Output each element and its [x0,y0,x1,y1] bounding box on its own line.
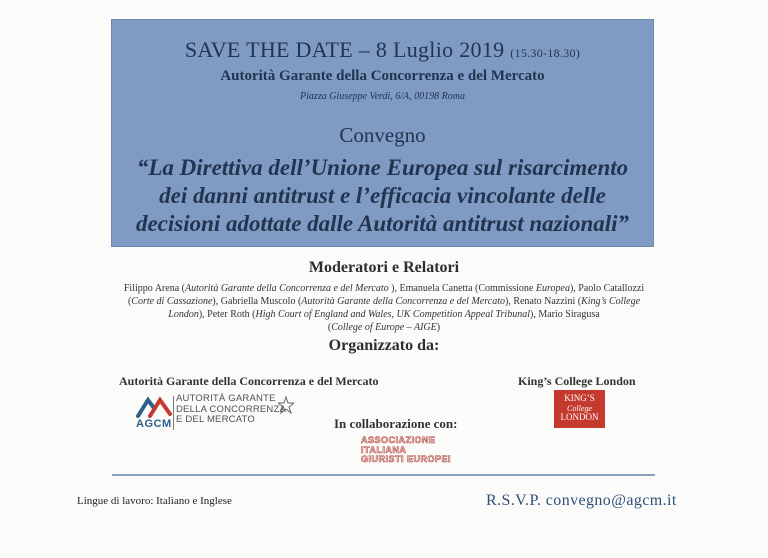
speaker-affiliation: High Court of England and Wales, UK Competition Appeal Tribunal [255,309,530,320]
header-banner [111,19,654,247]
speaker-name: Mario Siragusa [538,309,600,320]
agcm-logo-line: AUTORITÀ GARANTE [176,393,276,404]
speaker-name: Gabriella Muscolo [220,296,296,307]
republic-emblem-icon [278,396,294,414]
working-languages: Lingue di lavoro: Italiano e Inglese [77,495,232,507]
speaker-name: Peter Roth [207,309,250,320]
speaker-name: Filippo Arena [123,283,180,294]
save-the-date [112,37,653,63]
organizer-agcm-name: Autorità Garante della Concorrenza e del Mercato [119,374,379,388]
aigee-logo [361,436,451,465]
kings-logo-line: KING’S [564,393,595,403]
save-date-text: SAVE THE DATE – 8 Luglio 2019 [184,37,505,62]
speaker-affiliation-europea: Europea [535,283,570,294]
organizer-kings-name: King’s College London [518,374,636,388]
speaker-name: Emanuela Canetta [399,283,473,294]
collaboration-heading: In collaborazione con: [334,416,458,431]
kings-logo-line: LONDON [560,412,599,422]
speaker-name: Paolo Catallozzi [578,283,645,294]
title-line: decisioni adottate dalle Autorità antitrust nazionali” [135,211,630,236]
speaker-affiliation: Autorità Garante della Concorrenza e del Mercato [301,296,505,307]
event-time: (15.30-18.30) [510,46,581,60]
host-authority: Autorità Garante della Concorrenza e del Mercato [220,68,545,84]
speaker-name: Renato Nazzini [513,296,576,307]
title-line: “La Direttiva dell’Unione Europea sul risarcimento [136,155,629,180]
speakers-list: Filippo Arena (Autorità Garante della Concorrenza e del Mercato ), Emanuela Canetta (Commissione Europea), Paolo Catallozzi (Corte di Cassazione), Gabriella Muscolo (Autorità Garante della Concorrenza e del Mercato), Renato Nazzini (King’s College London), Peter Roth (High Court of England and Wales, UK Competition Appeal Tribunal), Mario Siragusa (College of Europe – AIGE) [123,283,645,333]
event-title [118,154,647,238]
agcm-mark-icon [136,394,172,420]
venue-address: Piazza Giuseppe Verdi, 6/A, 00198 Roma [300,91,465,102]
event-type: Convegno [339,123,426,147]
agcm-logo-line: E DEL MERCATO [176,414,255,425]
agcm-divider [173,396,174,430]
aigee-logo-line: GIURISTI EUROPEI [361,454,452,464]
speaker-affiliation: Corte di Cassazione [131,296,213,307]
agcm-logo [136,394,296,432]
agcm-logo-text [176,394,286,426]
kings-college-logo [554,390,605,428]
speakers-heading: Moderatori e Relatori [308,259,460,276]
kings-logo-line: College [567,403,592,413]
agcm-wordmark: AGCM [136,418,172,430]
speaker-affiliation: College of Europe – AIGE [331,322,437,333]
speaker-affiliation: King’s College London [168,296,641,320]
agcm-logo-line: DELLA CONCORRENZA [176,403,287,415]
speaker-affiliation: Autorità Garante della Concorrenza e del Mercato [184,283,389,294]
organizers-heading: Organizzato da: [328,337,440,354]
title-line: dei danni antitrust e l’efficacia vincolante delle [159,183,606,208]
aigee-logo-line: ASSOCIAZIONE [361,435,436,445]
footer-divider [112,474,655,476]
rsvp-email-link[interactable]: R.S.V.P. convegno@agcm.it [486,492,677,509]
aigee-logo-line: ITALIANA [361,444,407,455]
